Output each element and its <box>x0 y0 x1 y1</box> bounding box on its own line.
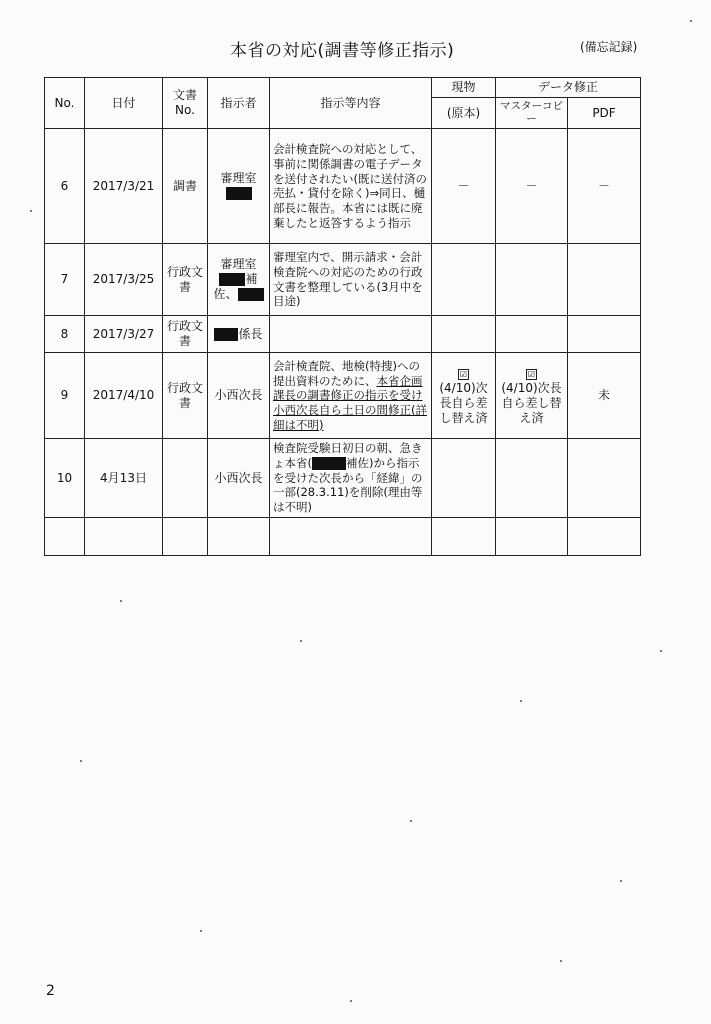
row-date: 4月13日 <box>85 439 163 518</box>
row-doc: 行政文書 <box>163 244 208 316</box>
instructor-dept: 審理室 <box>220 171 257 186</box>
row-pdf <box>568 316 641 353</box>
header-doc-no: 文書No. <box>163 78 208 129</box>
row-no: 7 <box>45 244 85 316</box>
row-no: 10 <box>45 439 85 518</box>
row-doc <box>163 439 208 518</box>
table-row <box>45 316 641 353</box>
row-pdf: 未 <box>568 353 641 439</box>
row-doc: 行政文書 <box>163 353 208 439</box>
content-underlined-text: 指示を受け小西次長自ら土日の間修正(詳細は不明) <box>273 388 427 432</box>
row-genbutsu <box>432 353 496 439</box>
empty-cell <box>270 517 432 555</box>
header-master-copy: マスターコピー <box>496 98 568 129</box>
table-row <box>45 439 641 518</box>
header-content: 指示等内容 <box>270 78 432 129</box>
empty-cell <box>85 517 163 555</box>
redaction-block <box>312 457 346 470</box>
row-master-copy <box>496 316 568 353</box>
row-date: 2017/3/25 <box>85 244 163 316</box>
header-date: 日付 <box>85 78 163 129</box>
instructor-title-part: 係長 <box>238 326 263 341</box>
row-date: 2017/4/10 <box>85 353 163 439</box>
content-text: 補佐)から指示を受けた次長から「経緯」の一部(28.3.11)を削除(理由等は不明) <box>273 455 423 515</box>
row-instructor <box>208 129 270 244</box>
row-instructor <box>208 316 270 353</box>
page-title: 本省の対応(調書等修正指示) <box>230 41 455 61</box>
row-doc: 行政文書 <box>163 316 208 353</box>
header-genbutsu: 現物 <box>432 78 496 98</box>
content-underlined-text: 本省企画課長の調書修正の <box>273 373 423 403</box>
checkbox-icon: ☑ <box>459 369 468 379</box>
row-master-copy <box>496 244 568 316</box>
row-instructor <box>208 244 270 316</box>
row-content <box>270 439 432 518</box>
row-master-copy <box>496 439 568 518</box>
row-genbutsu <box>432 244 496 316</box>
row-pdf <box>568 439 641 518</box>
header-data-fix: データ修正 <box>496 78 641 98</box>
row-genbutsu <box>432 439 496 518</box>
redaction-block <box>226 187 252 200</box>
header-instructor: 指示者 <box>208 78 270 129</box>
row-master-copy <box>496 353 568 439</box>
empty-cell <box>568 517 641 555</box>
row-no: 8 <box>45 316 85 353</box>
redaction-block <box>238 288 264 301</box>
empty-cell <box>163 517 208 555</box>
row-instructor: 小西次長 <box>208 353 270 439</box>
instructor-title-part: 佐、 <box>213 287 238 302</box>
row-genbutsu <box>432 316 496 353</box>
instructor-dept: 審理室 <box>220 257 257 272</box>
row-master-copy: － <box>496 129 568 244</box>
row-date: 2017/3/27 <box>85 316 163 353</box>
row-pdf: － <box>568 129 641 244</box>
redaction-block <box>219 273 245 286</box>
table-row <box>45 353 641 439</box>
table-row <box>45 129 641 244</box>
instruction-table <box>44 77 641 556</box>
content-text: 会計検査院、地検(特捜)への提出資料のために、 <box>273 358 420 388</box>
row-content: 審理室内で、開示請求・会計検査院への対応のための行政文書を整理している(3月中を目途) <box>270 244 432 316</box>
row-pdf <box>568 244 641 316</box>
header-no: No. <box>45 78 85 129</box>
content-text: 検査院受験日初日の朝、急きょ本省( <box>273 441 423 470</box>
empty-cell <box>208 517 270 555</box>
empty-cell <box>432 517 496 555</box>
row-content <box>270 353 432 439</box>
redaction-block <box>214 328 238 341</box>
row-no: 6 <box>45 129 85 244</box>
header-pdf: PDF <box>568 98 641 129</box>
master-copy-note: (4/10)次長自ら差し替え済 <box>501 380 562 425</box>
table-row-empty <box>45 517 641 555</box>
row-content: 会計検査院への対応として、事前に関係調書の電子データを送付されたい(既に送付済の売払・貸付を除く)⇒同日、樋部長に報告。本省には既に廃棄したと返答するよう指示 <box>270 129 432 244</box>
row-instructor: 小西次長 <box>208 439 270 518</box>
empty-cell <box>496 517 568 555</box>
row-doc: 調書 <box>163 129 208 244</box>
row-content <box>270 316 432 353</box>
genbutsu-note: (4/10)次長自ら差し替え済 <box>439 380 488 425</box>
instructor-title-part: 補 <box>245 272 258 287</box>
row-genbutsu: － <box>432 129 496 244</box>
table-row <box>45 244 641 316</box>
memo-label: (備忘記録) <box>580 40 638 54</box>
row-date: 2017/3/21 <box>85 129 163 244</box>
checkbox-icon: ☑ <box>527 369 536 379</box>
page-number: 2 <box>46 983 55 999</box>
row-no: 9 <box>45 353 85 439</box>
empty-cell <box>45 517 85 555</box>
header-genbutsu-sub: (原本) <box>432 98 496 129</box>
